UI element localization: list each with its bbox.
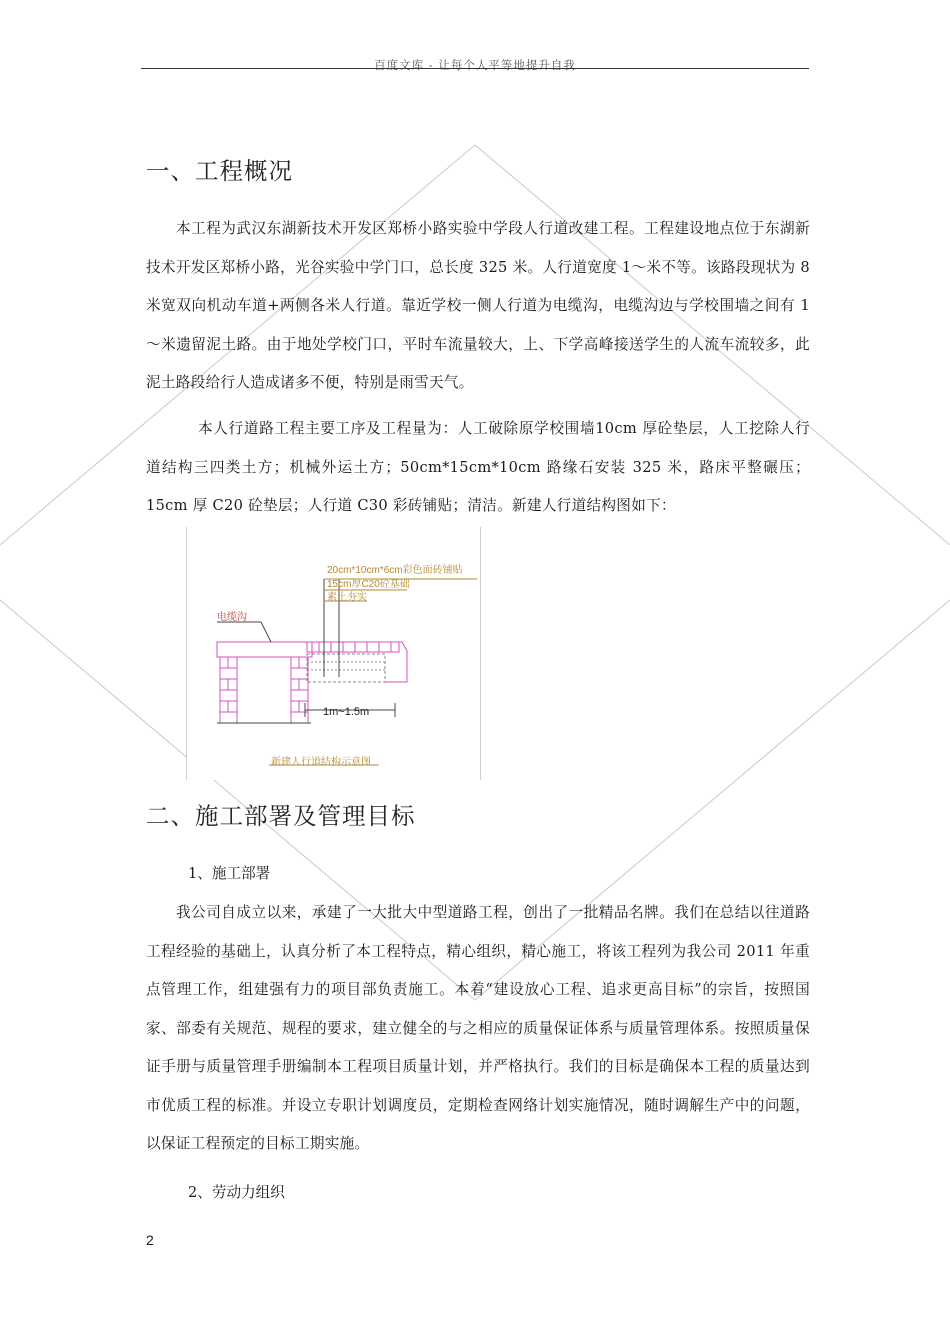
figure-dimension: 1m~1.5m [323, 706, 370, 718]
section-title-overview: 一、工程概况 [146, 157, 293, 185]
sidewalk-structure-figure [186, 527, 481, 780]
figure-label-soil: 素土夯实 [327, 592, 367, 603]
figure-label-paving: 20cm*10cm*6cm彩色面砖铺贴 [327, 565, 463, 576]
overview-paragraph-1: 本工程为武汉东湖新技术开发区郑桥小路实验中学段人行道改建工程。工程建设地点位于东湖新技术开发区郑桥小路，光谷实验中学门口，总长度 325 米。人行道宽度 1～米不等。该路段现状为 8 米宽双向机动车道+两侧各米人行道。靠近学校一侧人行道为电缆沟，电缆沟边与学校围墙之间有 1～米遗留泥土路。由于地处学校门口，平时车流量较大，上、下学高峰接送学生的人流车流较多，此泥土路段给行人造成诸多不便，特别是雨雪天气。 [146, 220, 810, 391]
section-title-deployment: 二、施工部署及管理目标 [146, 802, 416, 830]
figure-label-cable-ditch: 电缆沟 [217, 612, 247, 623]
page-header: 百度文库 - 让每个人平等地提升自我 [374, 58, 576, 72]
overview-paragraph-2: 本人行道路工程主要工序及工程量为：人工破除原学校围墙10cm 厚砼垫层，人工挖除人行道结构三四类土方；机械外运土方；50cm*15cm*10cm 路缘石安装 325 米，路床平整碾压；15cm 厚 C20 砼垫层；人行道 C30 彩砖铺贴；清洁。新建人行道结构图如下： [146, 420, 810, 514]
figure-caption: 新建人行道结构示意图 [271, 757, 371, 768]
deployment-paragraph: 我公司自成立以来，承建了一大批大中型道路工程，创出了一批精品名牌。我们在总结以往道路工程经验的基础上，认真分析了本工程特点，精心组织，精心施工，将该工程列为我公司 2011 年重点管理工作，组建强有力的项目部负责施工。本着“建设放心工程、追求更高目标”的宗旨，按照国家、部委有关规范、规程的要求，建立健全的与之相应的质量保证体系与质量管理体系。按照质量保证手册与质量管理手册编制本工程项目质量计划，并严格执行。我们的目标是确保本工程的质量达到市优质工程的标准。并设立专职计划调度员，定期检查网络计划实施情况，随时调解生产中的问题，以保证工程预定的目标工期实施。 [146, 904, 810, 1152]
subsection-title-labor: 2、劳动力组织 [188, 1184, 285, 1201]
subsection-title-deployment: 1、施工部署 [188, 865, 271, 882]
header-rule [141, 68, 809, 69]
page-number: 2 [146, 1232, 154, 1248]
figure-label-base: 15cm厚C20砼基础 [327, 579, 410, 590]
